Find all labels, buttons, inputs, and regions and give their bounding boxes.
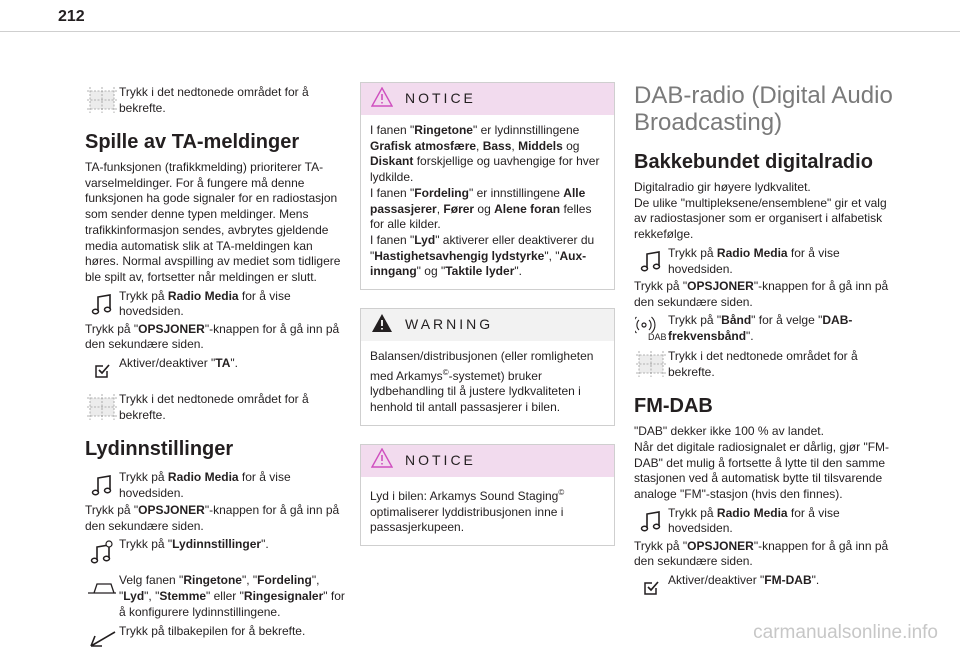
checkbox-icon [634, 570, 668, 606]
music-note-icon [85, 467, 119, 503]
fmdab-paragraph: "DAB" dekker ikke 100 % av landet. Når det digitale radiosignalet er dårlig, gjør "FM-DAB" det mulig å fortsette å lytte til den samme stasjonen ved å automatisk bytte til tilsvarende analoge "FM"-stasjon (hvis den finnes). [634, 424, 890, 502]
notice-body: I fanen "Ringetone" er lydinnstillingene Grafisk atmosfære, Bass, Middels og Diskant forskjellige og uavhengige for hver lydkilde. I fanen "Fordeling" er innstillingene Alle passasjerer, Fører og Alene foran felles for alle kilder. I fanen "Lyd" aktiverer eller deaktiverer du "Hastighetsavhengig lydstyrke", "Aux-inngang" og "Taktile lyder". [370, 123, 600, 279]
warning-body: Balansen/distribusjonen (eller romligheten med Arkamys©-systemet) bruker lydbehandling til å justere lydkvaliteten i henhold til antall passasjerer i bilen. [370, 349, 594, 415]
header-rule [0, 31, 960, 32]
instruction-radio-media: Trykk på Radio Media for å vise hovedsiden. [85, 286, 349, 322]
tab-icon [85, 570, 119, 606]
instruction-tap-grey: Trykk i det nedtonede området for å bekrefte. [634, 346, 900, 382]
grey-area-icon [634, 346, 668, 382]
music-note-icon [634, 243, 668, 279]
warning-triangle-icon [371, 313, 393, 338]
back-arrow-icon [85, 621, 119, 657]
instruction-back: Trykk på tilbakepilen for å bekrefte. [85, 621, 349, 657]
warning-header: WARNING [361, 309, 614, 341]
notice-body: Lyd i bilen: Arkamys Sound Staging© optimaliserer lyddistribusjonen inne i passasjerkupeen. [370, 487, 565, 535]
instruction-select-tab: Velg fanen "Ringetone", "Fordeling", "Lyd", "Stemme" eller "Ringesignaler" for å konfigurere lydinnstillingene. [85, 570, 349, 620]
music-settings-icon [85, 534, 119, 570]
warning-box [360, 308, 615, 426]
alert-triangle-icon [371, 87, 393, 112]
dab-antenna-icon [634, 310, 668, 346]
music-note-icon [85, 286, 119, 322]
instruction-tap-grey-2: Trykk i det nedtonede området for å bekrefte. [85, 389, 349, 425]
heading-ta: Spille av TA-meldinger [85, 131, 300, 153]
watermark: carmanualsonline.info [753, 622, 938, 643]
heading-fmdab: FM-DAB [634, 395, 713, 418]
svg-text:DAB: DAB [648, 332, 667, 343]
grey-area-icon [85, 389, 119, 425]
instruction-toggle-ta: Aktiver/deaktiver "TA". [85, 353, 349, 389]
column-middle [360, 82, 615, 564]
heading-terrestrial: Bakkebundet digitalradio [634, 151, 873, 173]
options-paragraph: Trykk på "OPSJONER"-knappen for å gå inn på den sekundære siden. [85, 503, 340, 533]
ta-paragraph: TA-funksjonen (trafikkmelding) prioriterer TA-varselmeldinger. For å fungere må denne funksjonen ha gode signaler for en radiostasjon som sender denne typen meldinger. Mens trafikkinformasjon sendes, avbrytes gjeldende media automatisk slik at TA-meldingen kan høres. Normal avspilling av mediet som tidligere ble spilt av, fortsetter når meldingen er slutt. [85, 160, 341, 284]
instruction-sound-settings: Trykk på "Lydinnstillinger". [85, 534, 349, 570]
grey-area-icon [85, 82, 119, 118]
heading-dab: DAB-radio (Digital Audio Broadcasting) [634, 82, 893, 136]
notice-header: NOTICE [361, 445, 614, 477]
instruction-toggle-fmdab: Aktiver/deaktiver "FM-DAB". [634, 570, 900, 606]
checkbox-icon [85, 353, 119, 389]
column-left [85, 82, 349, 657]
options-paragraph: Trykk på "OPSJONER"-knappen for å gå inn på den sekundære siden. [634, 278, 889, 309]
notice-box-1 [360, 82, 615, 290]
music-note-icon [634, 503, 668, 539]
options-paragraph: Trykk på "OPSJONER"-knappen for å gå inn på den sekundære siden. [85, 321, 340, 352]
instruction-radio-media-2: Trykk på Radio Media for å vise hovedsiden. [85, 467, 349, 503]
notice-box-2 [360, 444, 615, 546]
instruction-radio-media-2: Trykk på Radio Media for å vise hovedsiden. [634, 503, 900, 539]
instruction-band: DAB Trykk på "Bånd" for å velge "DAB-frekvensbånd". [634, 310, 900, 346]
instruction-tap-grey-1: Trykk i det nedtonede området for å bekrefte. [85, 82, 349, 118]
instruction-radio-media: Trykk på Radio Media for å vise hovedsiden. [634, 243, 900, 279]
heading-sound-settings: Lydinnstillinger [85, 438, 234, 461]
page-number: 212 [58, 8, 85, 25]
alert-triangle-icon [371, 448, 393, 473]
options-paragraph: Trykk på "OPSJONER"-knappen for å gå inn på den sekundære siden. [634, 538, 889, 569]
terrestrial-paragraph: Digitalradio gir høyere lydkvalitet. De ulike "multipleksene/ensemblene" gir et valg av radiostasjoner som er organisert i alfabetisk rekkefølge. [634, 180, 887, 242]
notice-header: NOTICE [361, 83, 614, 115]
column-right [634, 82, 900, 606]
